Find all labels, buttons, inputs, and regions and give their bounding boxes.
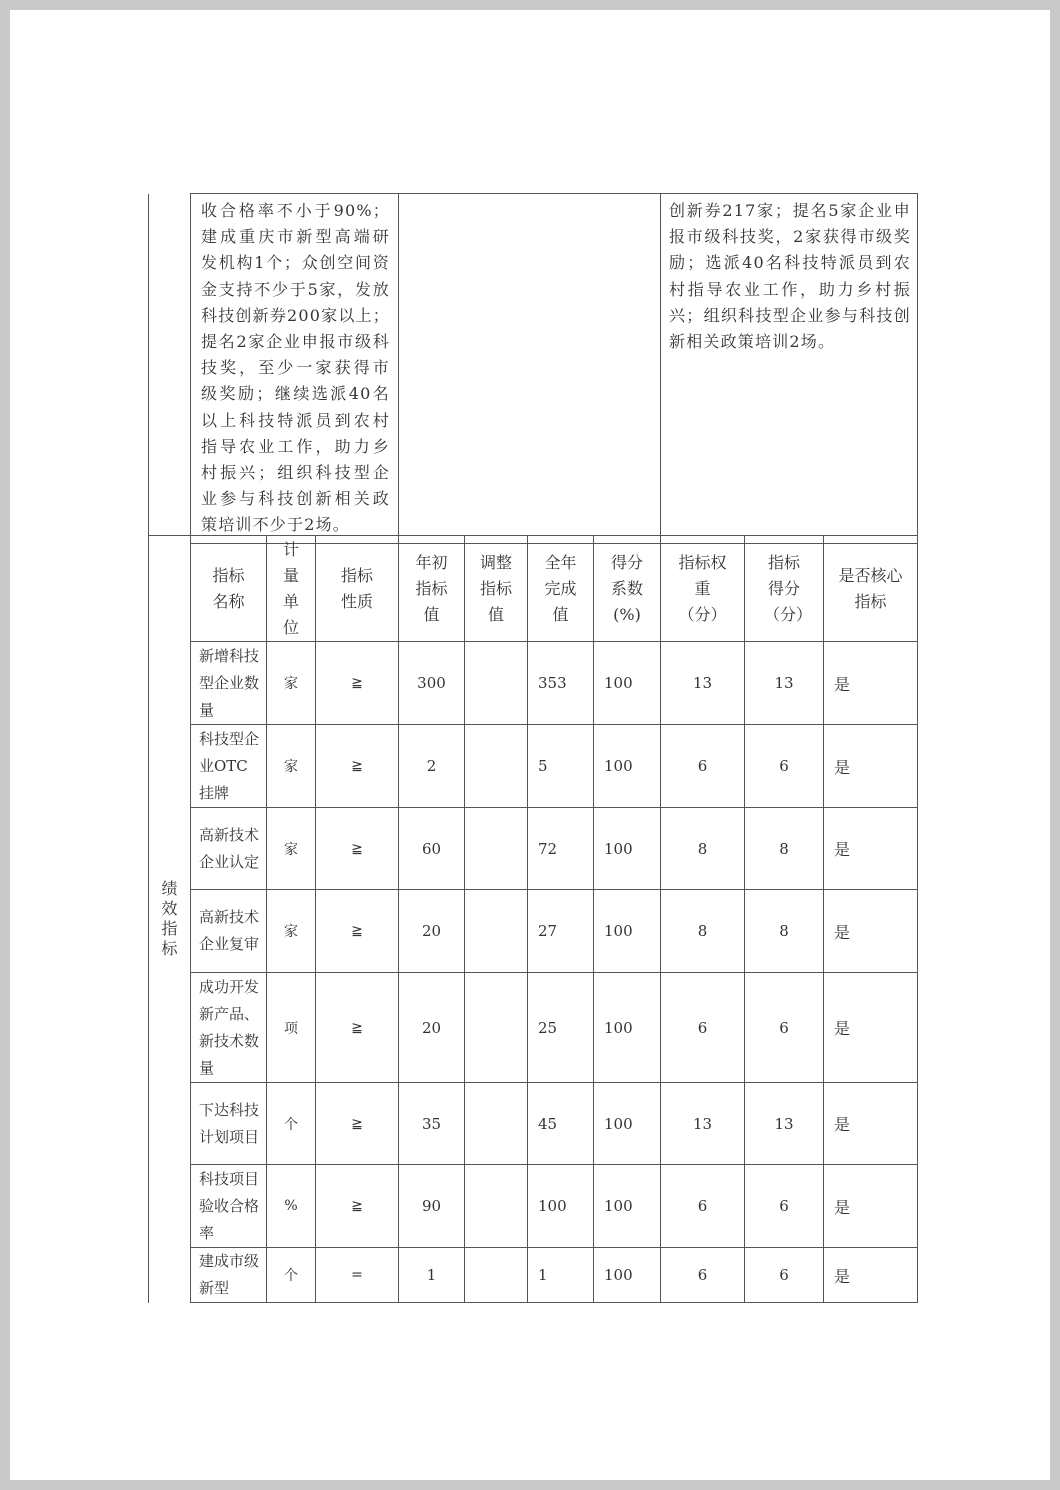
unit-cell: % [267,1165,316,1248]
score-coefficient-cell: 100 [594,808,661,890]
initial-value-cell: 1 [399,1248,465,1303]
adjusted-value-cell [465,973,528,1083]
actual-value-cell: 45 [528,1083,594,1165]
unit-cell: 个 [267,1248,316,1303]
initial-value-cell: 300 [399,642,465,725]
nature-cell: ≧ [316,1083,399,1165]
score-cell: 6 [745,973,824,1083]
performance-indicator-table [148,535,918,1303]
header-row [149,536,918,642]
unit-cell: 家 [267,642,316,725]
table-row [149,1248,918,1303]
header-adjust: 调整指标值 [465,536,528,642]
actual-value-cell: 5 [528,725,594,808]
header-nature: 指标性质 [316,536,399,642]
score-coefficient-cell: 100 [594,1165,661,1248]
header-actual: 全年完成值 [528,536,594,642]
table-row [149,1165,918,1248]
adjusted-value-cell [465,1083,528,1165]
core-indicator-cell: 是 [824,1083,918,1165]
score-cell: 8 [745,808,824,890]
score-cell: 6 [745,1165,824,1248]
indicator-name: 新增科技型企业数量 [191,642,267,725]
unit-cell: 家 [267,890,316,973]
score-cell: 8 [745,890,824,973]
header-score: 指标得分（分） [745,536,824,642]
header-weight: 指标权重（分） [661,536,745,642]
score-cell: 13 [745,1083,824,1165]
header-initial: 年初指标值 [399,536,465,642]
score-coefficient-cell: 100 [594,1083,661,1165]
unit-cell: 家 [267,808,316,890]
table-row [149,725,918,808]
initial-value-cell: 20 [399,890,465,973]
nature-cell: ≧ [316,890,399,973]
empty-cell [399,194,661,544]
weight-cell: 6 [661,725,745,808]
indicator-name: 高新技术企业复审 [191,890,267,973]
nature-cell: ≧ [316,725,399,808]
weight-cell: 8 [661,808,745,890]
unit-cell: 项 [267,973,316,1083]
actual-value-cell: 1 [528,1248,594,1303]
header-unit: 计量单位 [267,536,316,642]
adjusted-value-cell [465,808,528,890]
indicator-name: 成功开发新产品、新技术数量 [191,973,267,1083]
nature-cell: ≧ [316,642,399,725]
score-coefficient-cell: 100 [594,973,661,1083]
indicator-name: 高新技术企业认定 [191,808,267,890]
completion-text: 创新券217家；提名5家企业申报市级科技奖，2家获得市级奖励；选派40名科技特派员到农村指导农业工作，助力乡村振兴；组织科技型企业参与科技创新相关政策培训2场。 [661,194,918,544]
table-row [149,973,918,1083]
indicator-name: 建成市级新型 [191,1248,267,1303]
score-coefficient-cell: 100 [594,1248,661,1303]
adjusted-value-cell [465,1165,528,1248]
adjusted-value-cell [465,725,528,808]
indicator-name: 下达科技计划项目 [191,1083,267,1165]
score-coefficient-cell: 100 [594,725,661,808]
core-indicator-cell: 是 [824,1165,918,1248]
table-row [149,808,918,890]
table-row [149,1083,918,1165]
score-coefficient-cell: 100 [594,642,661,725]
actual-value-cell: 100 [528,1165,594,1248]
core-indicator-cell: 是 [824,808,918,890]
score-cell: 6 [745,1248,824,1303]
nature-cell: ≧ [316,808,399,890]
weight-cell: 6 [661,1248,745,1303]
adjusted-value-cell [465,642,528,725]
weight-cell: 8 [661,890,745,973]
nature-cell: ≧ [316,973,399,1083]
header-core: 是否核心指标 [824,536,918,642]
nature-cell: = [316,1248,399,1303]
table-row [149,642,918,725]
weight-cell: 6 [661,1165,745,1248]
adjusted-value-cell [465,890,528,973]
core-indicator-cell: 是 [824,973,918,1083]
weight-cell: 6 [661,973,745,1083]
adjusted-value-cell [465,1248,528,1303]
annual-plan-text: 收合格率不小于90%；建成重庆市新型高端研发机构1个；众创空间资金支持不少于5家，发放科技创新券200家以上；提名2家企业申报市级科技奖，至少一家获得市级奖励；继续选派40名以上科技特派员到农村指导农业工作，助力乡村振兴；组织科技型企业参与科技创新相关政策培训不少于2场。 [191,194,399,544]
core-indicator-cell: 是 [824,642,918,725]
initial-value-cell: 20 [399,973,465,1083]
initial-value-cell: 60 [399,808,465,890]
left-label-cell [149,194,191,544]
unit-cell: 个 [267,1083,316,1165]
section-label-cell [149,536,191,1303]
score-cell: 6 [745,725,824,808]
header-coef: 得分系数(%) [594,536,661,642]
core-indicator-cell: 是 [824,725,918,808]
initial-value-cell: 35 [399,1083,465,1165]
actual-value-cell: 27 [528,890,594,973]
header-name: 指标名称 [191,536,267,642]
core-indicator-cell: 是 [824,1248,918,1303]
weight-cell: 13 [661,1083,745,1165]
actual-value-cell: 353 [528,642,594,725]
nature-cell: ≧ [316,1165,399,1248]
section-label: 绩效指标 [161,879,178,959]
indicator-name: 科技型企业OTC挂牌 [191,725,267,808]
score-coefficient-cell: 100 [594,890,661,973]
initial-value-cell: 90 [399,1165,465,1248]
document-page [10,10,1050,1480]
actual-value-cell: 25 [528,973,594,1083]
initial-value-cell: 2 [399,725,465,808]
score-cell: 13 [745,642,824,725]
actual-value-cell: 72 [528,808,594,890]
weight-cell: 13 [661,642,745,725]
core-indicator-cell: 是 [824,890,918,973]
indicator-name: 科技项目验收合格率 [191,1165,267,1248]
plan-vs-completion-table [148,193,918,544]
table-row [149,890,918,973]
unit-cell: 家 [267,725,316,808]
